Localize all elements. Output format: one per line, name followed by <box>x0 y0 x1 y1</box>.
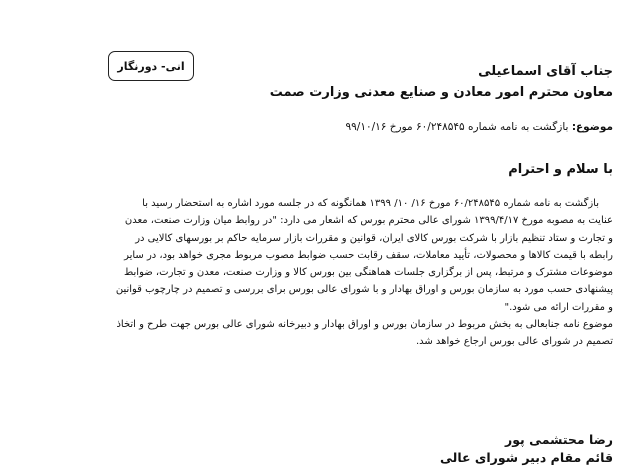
body-line: بازگشت به نامه شماره ۶۰/۲۴۸۵۴۵ مورخ ۱۶/ ۱۰/ ۱۳۹۹ همانگونه که در جلسه مورد اشاره به استحضار رسید با <box>142 198 599 209</box>
greeting: با سلام و احترام <box>508 162 613 177</box>
body-line: عنایت به مصوبه مورخ ۱۳۹۹/۴/۱۷ شورای عالی محترم بورس که اشعار می دارد: "در روابط میان وزارت صنعت، معدن <box>124 215 613 227</box>
body-line: تصمیم در شورای عالی بورس ارجاع خواهد شد. <box>415 336 613 348</box>
recipient-title: معاون محترم امور معادن و صنایع معدنی وزارت صمت <box>269 85 613 100</box>
letter-body <box>38 195 613 351</box>
subject-line <box>93 119 613 135</box>
body-line: موضوعات مشترک و مرتبط، پس از برگزاری جلسات هماهنگی بین بورس کالا و وزارت صنعت، معدن و تجارت، ضوابط <box>124 267 613 279</box>
body-line: و تجارت و ستاد تنظیم بازار با شرکت بورس کالای ایران، قوانین و مقررات بازار سرمایه حاکم بر بورسهای کالایی در <box>135 232 613 244</box>
body-line: رابطه با قیمت کالاها و محصولات، تأیید معاملات، سقف رقابت حسب ضوابط مصوب مربوط مجری خواهد بود، در سایر <box>124 249 613 261</box>
body-line: پیشنهادی حسب مورد به سازمان بورس و اوراق بهادار و با شورای عالی بورس برای بررسی و تصمیم در چارچوب قوانین <box>115 284 613 296</box>
body-line: موضوع نامه جنابعالی به بخش مربوط در سازمان بورس و اوراق بهادار و دبیرخانه شورای عالی بورس جهت طرح و اتخاذ <box>116 319 613 331</box>
signer-name: رضا محتشمی پور <box>505 432 613 447</box>
subject-text: بازگشت به نامه شماره ۶۰/۲۴۸۵۴۵ مورخ ۹۹/۱۰/۱۶ <box>345 121 569 133</box>
subject-label: موضوع: <box>571 121 613 133</box>
recipient-name: جناب آقای اسماعیلی <box>478 64 613 79</box>
fax-stamp: انی- دورنگار <box>108 51 194 81</box>
signer-title: قائم مقام دبیر شورای عالی <box>440 450 613 465</box>
body-line: و مقررات ارائه می شود." <box>504 301 613 313</box>
